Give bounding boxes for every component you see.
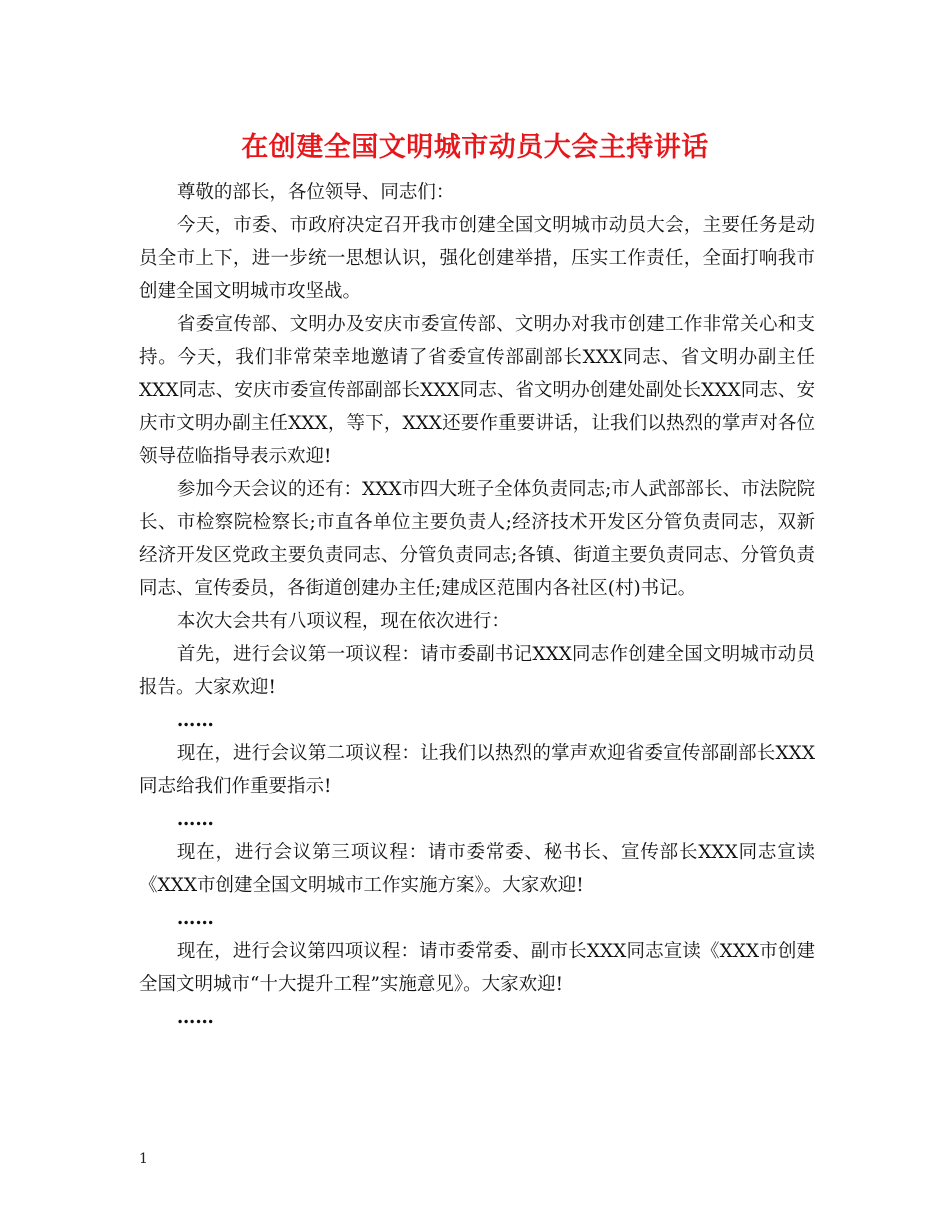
- page-number: 1: [139, 1151, 148, 1167]
- document-body: [139, 176, 815, 1034]
- paragraph: 现在，进行会议第二项议程：让我们以热烈的掌声欢迎省委宣传部副部长XXX同志给我们作重要指示!: [139, 743, 815, 797]
- document-title: 在创建全国文明城市动员大会主持讲话: [241, 132, 709, 163]
- paragraph: 首先，进行会议第一项议程：请市委副书记XXX同志作创建全国文明城市动员报告。大家欢迎!: [139, 644, 815, 698]
- ellipsis-line: ……: [176, 710, 214, 731]
- paragraph: 现在，进行会议第三项议程：请市委常委、秘书长、宣传部长XXX同志宣读《XXX市创建全国文明城市工作实施方案》。大家欢迎!: [139, 842, 815, 896]
- paragraph: 本次大会共有八项议程，现在依次进行：: [176, 611, 510, 632]
- ellipsis-line: ……: [176, 1007, 214, 1028]
- paragraph: 参加今天会议的还有：XXX市四大班子全体负责同志;市人武部部长、市法院院长、市检察院检察长;市直各单位主要负责人;经济技术开发区分管负责同志，双新经济开发区党政主要负责同志、分管负责同志;各镇、街道主要负责同志、分管负责同志、宣传委员，各街道创建办主任;建成区范围内各社区(村)书记。: [139, 479, 815, 599]
- paragraph: 今天，市委、市政府决定召开我市创建全国文明城市动员大会，主要任务是动员全市上下，进一步统一思想认识，强化创建举措，压实工作责任，全面打响我市创建全国文明城市攻坚战。: [139, 215, 815, 302]
- paragraph-salutation: 尊敬的部长，各位领导、同志们：: [176, 182, 455, 203]
- paragraph: 现在，进行会议第四项议程：请市委常委、副市长XXX同志宣读《XXX市创建全国文明城市“十大提升工程”实施意见》。大家欢迎!: [139, 941, 815, 995]
- ellipsis-line: ……: [176, 908, 214, 929]
- paragraph: 省委宣传部、文明办及安庆市委宣传部、文明办对我市创建工作非常关心和支持。今天，我们非常荣幸地邀请了省委宣传部副部长XXX同志、省文明办副主任XXX同志、安庆市委宣传部副部长XXX同志、省文明办创建处副处长XXX同志、安庆市文明办副主任XXX，等下，XXX还要作重要讲话，让我们以热烈的掌声对各位领导莅临指导表示欢迎!: [139, 314, 815, 467]
- ellipsis-line: ……: [176, 809, 214, 830]
